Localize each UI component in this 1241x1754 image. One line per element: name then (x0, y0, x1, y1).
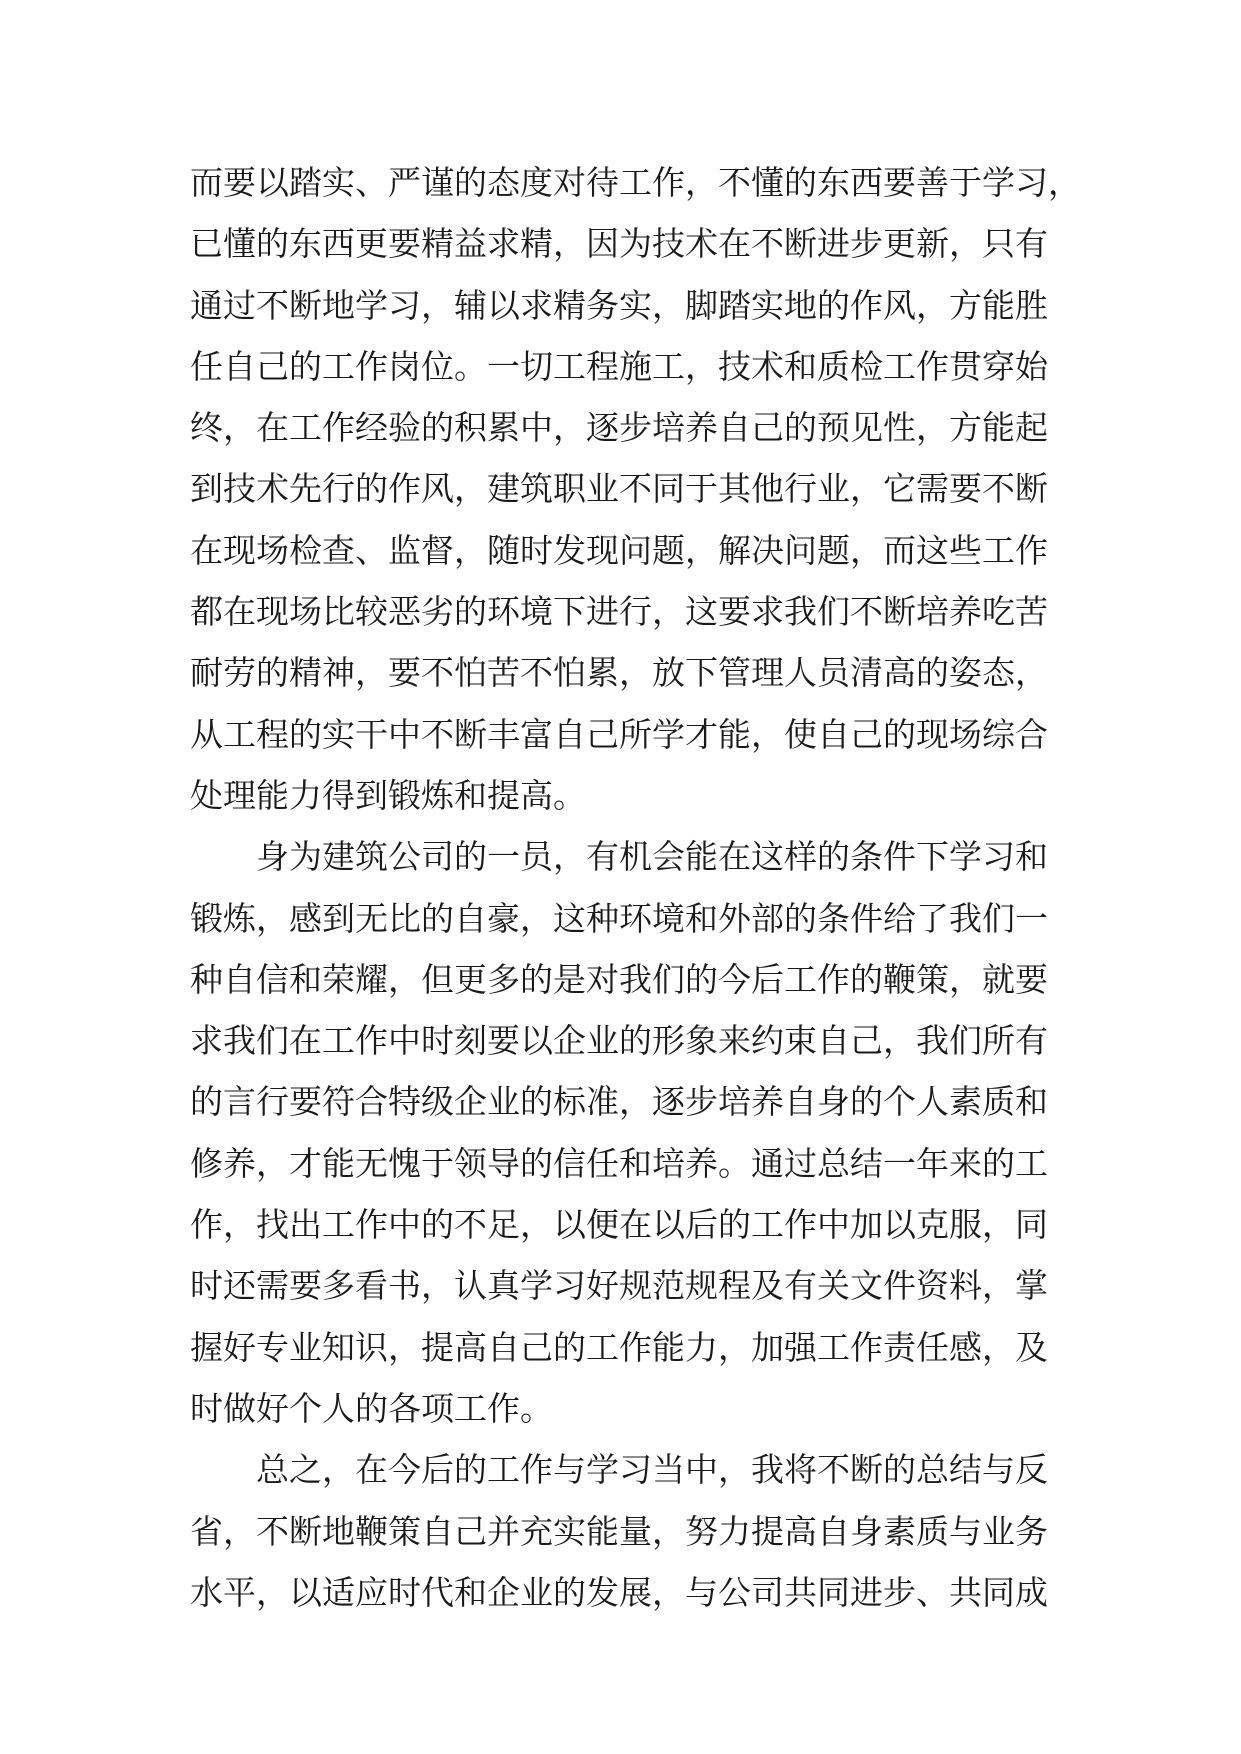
paragraph-line: 从工程的实干中不断丰富自己所学才能，使自己的现场综合 (190, 714, 1048, 754)
paragraph-line: 锻炼，感到无比的自豪，这种环境和外部的条件给了我们一 (190, 898, 1048, 938)
paragraph-line: 握好专业知识，提高自己的工作能力，加强工作责任感，及 (190, 1327, 1048, 1367)
paragraph-line: 终，在工作经验的积累中，逐步培养自己的预见性，方能起 (190, 408, 1048, 448)
paragraph-line: 通过不断地学习，辅以求精务实，脚踏实地的作风，方能胜 (190, 285, 1048, 325)
paragraph-line: 耐劳的精神，要不怕苦不怕累，放下管理人员清高的姿态， (190, 653, 1048, 693)
paragraph-line: 总之，在今后的工作与学习当中，我将不断的总结与反 (256, 1450, 1048, 1490)
paragraph-line: 作，找出工作中的不足，以便在以后的工作中加以克服，同 (190, 1205, 1048, 1245)
document-body (190, 152, 1090, 1623)
paragraph-3 (190, 1439, 1090, 1623)
paragraph-line: 而要以踏实、严谨的态度对待工作，不懂的东西要善于学习， (190, 163, 1081, 202)
paragraph-line: 在现场检查、监督，随时发现问题，解决问题，而这些工作 (190, 530, 1048, 570)
paragraph-1 (190, 152, 1090, 826)
paragraph-line: 种自信和荣耀，但更多的是对我们的今后工作的鞭策，就要 (190, 959, 1048, 999)
paragraph-line: 任自己的工作岗位。一切工程施工，技术和质检工作贯穿始 (190, 346, 1048, 386)
paragraph-line: 时做好个人的各项工作。 (190, 1388, 553, 1428)
paragraph-line: 的言行要符合特级企业的标准，逐步培养自身的个人素质和 (190, 1082, 1048, 1122)
paragraph-line: 处理能力得到锻炼和提高。 (190, 775, 586, 815)
paragraph-line: 身为建筑公司的一员，有机会能在这样的条件下学习和 (256, 837, 1048, 877)
paragraph-line: 都在现场比较恶劣的环境下进行，这要求我们不断培养吃苦 (190, 592, 1048, 632)
paragraph-line: 求我们在工作中时刻要以企业的形象来约束自己，我们所有 (190, 1021, 1048, 1061)
paragraph-2 (190, 826, 1090, 1439)
paragraph-line: 水平，以适应时代和企业的发展，与公司共同进步、共同成 (190, 1572, 1048, 1612)
paragraph-line: 已懂的东西更要精益求精，因为技术在不断进步更新，只有 (190, 224, 1048, 264)
paragraph-line: 到技术先行的作风，建筑职业不同于其他行业，它需要不断 (190, 469, 1048, 509)
paragraph-line: 修养，才能无愧于领导的信任和培养。通过总结一年来的工 (190, 1143, 1048, 1183)
paragraph-line: 省，不断地鞭策自己并充实能量，努力提高自身素质与业务 (190, 1511, 1048, 1551)
paragraph-line: 时还需要多看书，认真学习好规范规程及有关文件资料，掌 (190, 1266, 1048, 1306)
